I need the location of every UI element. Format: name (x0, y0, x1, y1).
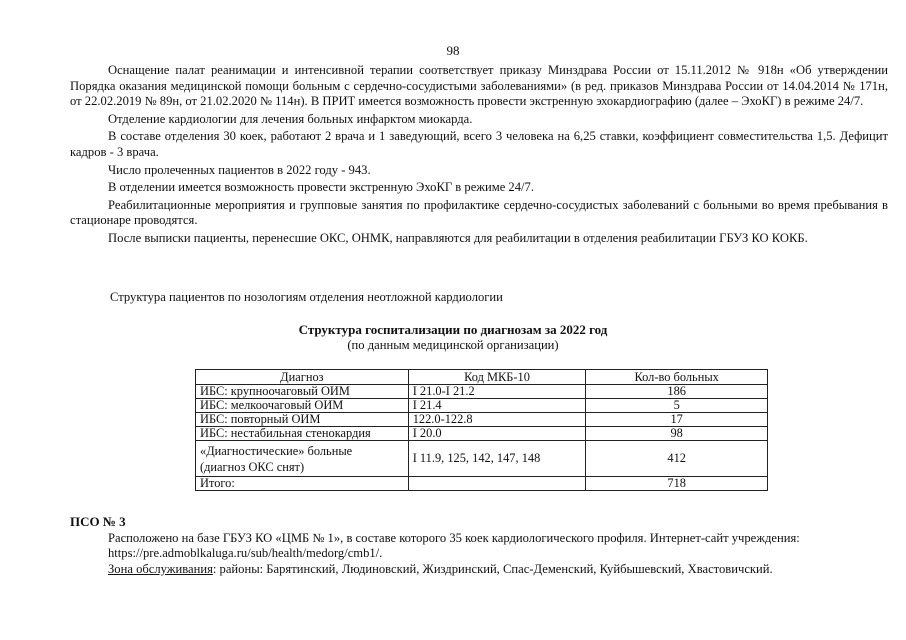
diagnostic-line-1: «Диагностические» больные (200, 444, 353, 458)
diagnostic-line-2: (диагноз ОКС снят) (200, 460, 305, 474)
cell-total-code (408, 477, 586, 491)
header-diagnosis: Диагноз (196, 370, 409, 385)
cell-diagnosis: ИБС: крупноочаговый ОИМ (196, 385, 409, 399)
header-count: Кол-во больных (586, 370, 768, 385)
paragraph-patients-count: Число пролеченных пациентов в 2022 году - 943. (108, 162, 371, 177)
cell-total-label: Итого: (196, 477, 409, 491)
pso-zone (70, 562, 888, 578)
cell-code: I 20.0 (408, 427, 586, 441)
cell-count: 186 (586, 385, 768, 399)
table-title: Структура госпитализации по диагнозам за 2022 год (298, 322, 608, 337)
table-row (196, 399, 768, 413)
paragraph-staff: В составе отделения 30 коек, работают 2 врача и 1 заведующий, всего 3 человека на 6,25 ставки, коэффициент совместительства 1,5. Дефицит кадров - 3 врача. (70, 129, 888, 159)
header-code: Код МКБ-10 (408, 370, 586, 385)
paragraph-rehab: Реабилитационные мероприятия и групповые занятия по профилактике сердечно-сосудистых заболеваний с больными во время пребывания в стационаре проводятся. (70, 197, 888, 228)
structure-heading: Структура пациентов по нозологиям отделения неотложной кардиологии (110, 290, 503, 304)
table-subtitle: (по данным медицинской организации) (347, 338, 559, 352)
cell-code: 122.0-122.8 (408, 413, 586, 427)
cell-code: I 21.0-I 21.2 (408, 385, 586, 399)
table-row (196, 385, 768, 399)
table-row (196, 427, 768, 441)
cell-code: I 21.4 (408, 399, 586, 413)
pso-title: ПСО № 3 (70, 514, 126, 529)
table-row-diagnostic (196, 441, 768, 477)
cell-code-diagnostic: I 11.9, 125, 142, 147, 148 (408, 441, 586, 477)
cell-diagnosis-diagnostic (196, 441, 409, 477)
pso-section (70, 514, 888, 577)
paragraph-discharge: После выписки пациенты, перенесшие ОКС, ОНМК, направляются для реабилитации в отделения реабилитации ГБУЗ КО КОКБ. (108, 230, 808, 245)
table-row-total (196, 477, 768, 491)
table-header-row (196, 370, 768, 385)
table-row (196, 413, 768, 427)
cell-total-count: 718 (586, 477, 768, 491)
cell-count: 98 (586, 427, 768, 441)
pso-zone-text: : районы: Барятинский, Людиновский, Жиздринский, Спас-Деменский, Куйбышевский, Хвастовичский. (212, 561, 773, 576)
cell-diagnosis: ИБС: мелкоочаговый ОИМ (196, 399, 409, 413)
pso-location: Расположено на базе ГБУЗ КО «ЦМБ № 1», в составе которого 35 коек кардиологического профиля. Интернет-сайт учреждения: https://pre.admoblkaluga.ru/sub/health/medorg/cmb1/. (108, 530, 800, 561)
cell-count: 5 (586, 399, 768, 413)
cell-count: 17 (586, 413, 768, 427)
page-number: 98 (446, 43, 460, 58)
diagnosis-table (195, 369, 768, 491)
cell-count-diagnostic: 412 (586, 441, 768, 477)
paragraph-department: Отделение кардиологии для лечения больных инфарктом миокарда. (108, 111, 473, 126)
cell-diagnosis: ИБС: повторный ОИМ (196, 413, 409, 427)
pso-zone-label: Зона обслуживания (108, 561, 213, 576)
body-text (70, 63, 888, 247)
paragraph-equipment: Оснащение палат реанимации и интенсивной терапии соответствует приказу Минздрава России от 15.11.2012 № 918н «Об утверждении Порядка оказания медицинской помощи больным с сердечно-сосудистыми заболеваниями» (в ред. приказов Минздрава России от 14.04.2014 № 171н, от 22.02.2019 № 89н, от 21.02.2020 № 114н). В ПРИТ имеется возможность провести экстренную эхокардиографию (далее – ЭхоКГ) в режиме 24/7. (70, 63, 888, 109)
cell-diagnosis: ИБС: нестабильная стенокардия (196, 427, 409, 441)
paragraph-echo: В отделении имеется возможность провести экстренную ЭхоКГ в режиме 24/7. (108, 180, 534, 195)
